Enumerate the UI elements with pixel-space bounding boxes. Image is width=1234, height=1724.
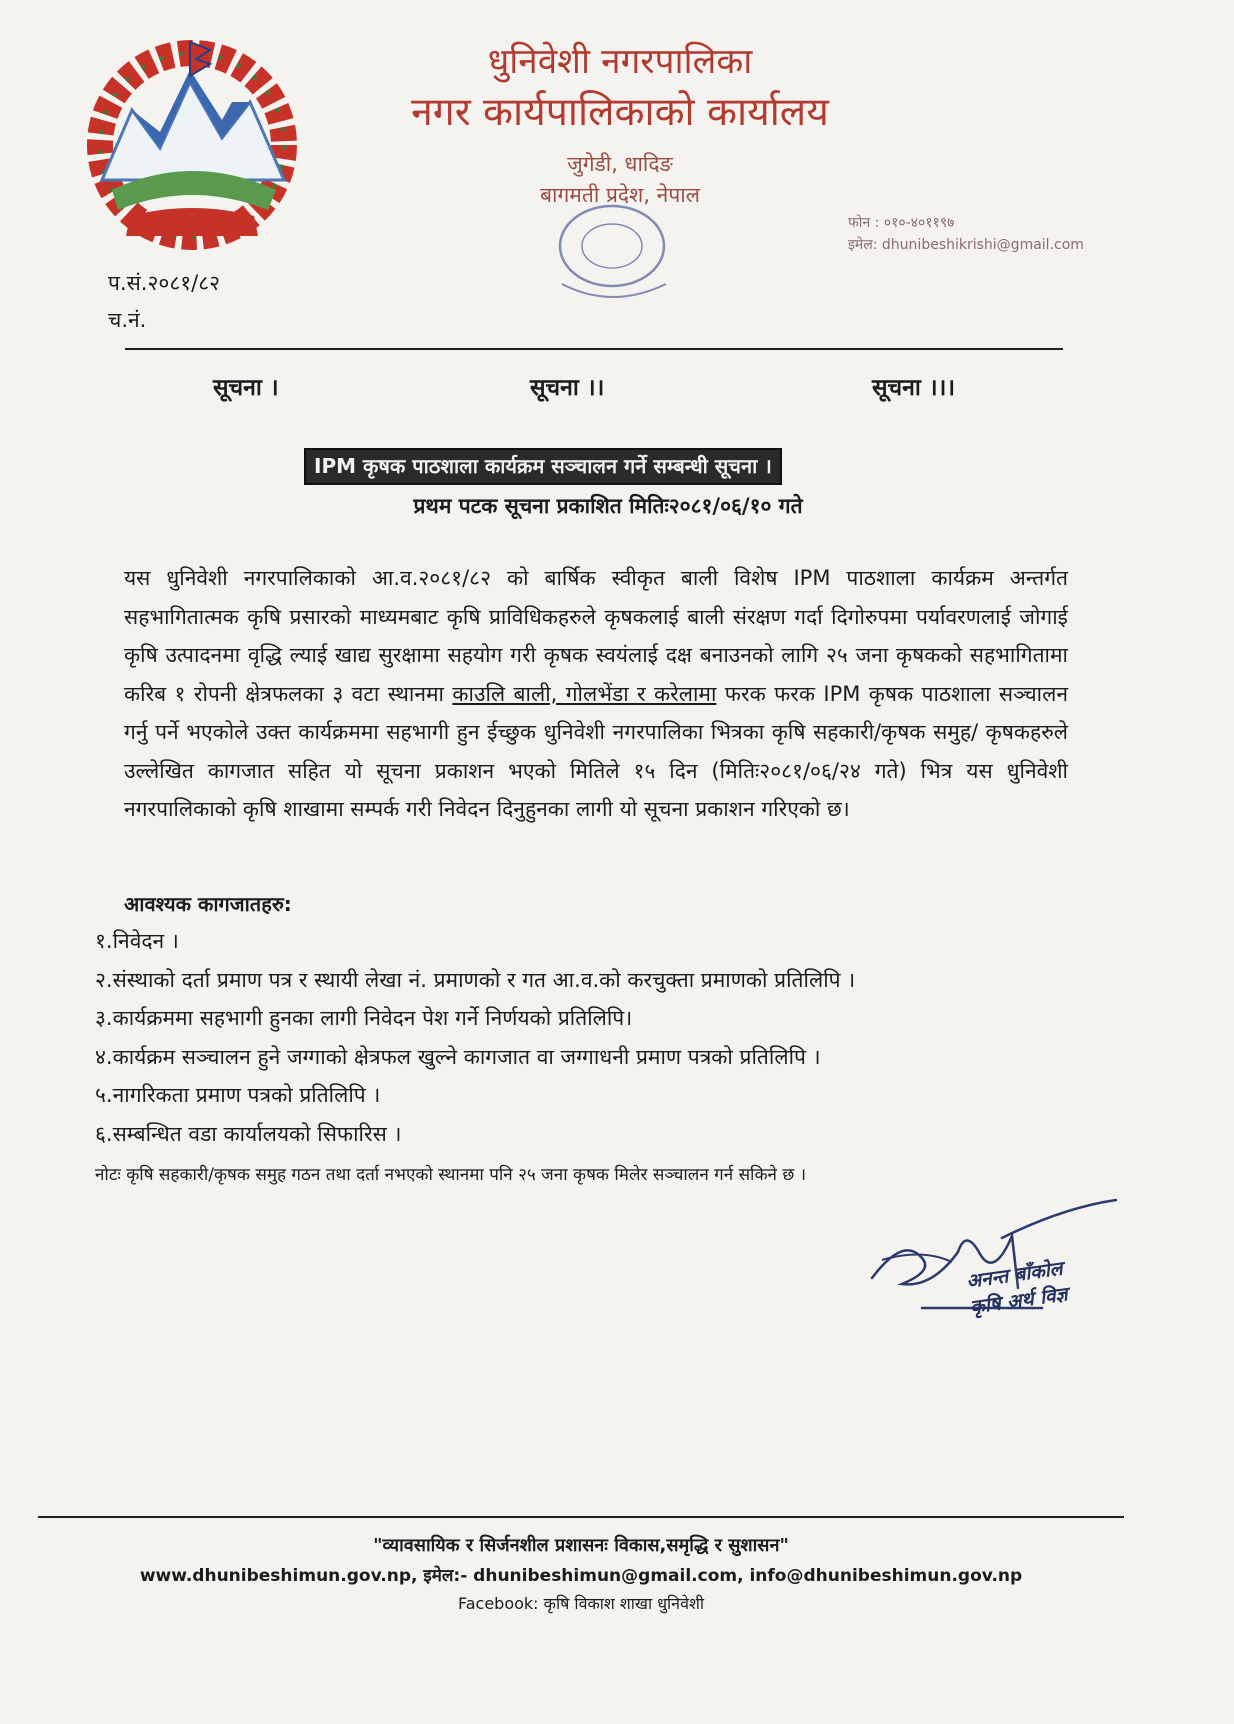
reference-block bbox=[108, 265, 220, 339]
body-text-part-2: फरक फरक IPM कृषक पाठशाला सञ्चालन गर्नु पर्ने भएकोले उक्त कार्यक्रममा सहभागी हुन ईच्छुक धुनिवेशी नगरपालिका भित्रका कृषि सहकारी/कृषक समुह/ कृषकहरुले उल्लेखित कागजात सहित यो सूचना प्रकाशन भएको मितिले १५ दिन (मितिः२०८१/०६/२४ गते) भित्र यस धुनिवेशी नगरपालिकाको कृषि शाखामा सम्पर्क गरी निवेदन दिनुहुनका लागी यो सूचना प्रकाशन गरिएको छ। bbox=[124, 681, 1068, 821]
note-text: नोटः कृषि सहकारी/कृषक समुह गठन तथा दर्ता नभएको स्थानमा पनि २५ जना कृषक मिलेर सञ्चालन गर्न सकिने छ । bbox=[95, 1165, 807, 1185]
footer-web-contacts: www.dhunibeshimun.gov.np, इमेल:- dhunibeshimun@gmail.com, info@dhunibeshimun.gov.np bbox=[139, 1566, 1023, 1586]
notice-word-2: सूचना ।। bbox=[530, 375, 605, 401]
footer-facebook: Facebook: कृषि विकाश शाखा धुनिवेशी bbox=[458, 1594, 704, 1613]
document-item: ५.नागरिकता प्रमाण पत्रको प्रतिलिपि । bbox=[95, 1083, 381, 1107]
office-address-province: बागमती प्रदेश, नेपाल bbox=[540, 183, 700, 207]
header-divider bbox=[125, 348, 1063, 350]
footer-slogan: "व्यावसायिक र सिर्जनशील प्रशासनः विकास,समृद्धि र सुशासन" bbox=[373, 1535, 789, 1556]
required-documents-list bbox=[95, 922, 855, 1153]
notice-word-1: सूचना । bbox=[213, 375, 279, 401]
document-item: २.संस्थाको दर्ता प्रमाण पत्र र स्थायी लेखा नं. प्रमाणको र गत आ.व.को करचुक्ता प्रमाणको प्रतिलिपि । bbox=[95, 967, 856, 992]
dispatch-number: च.नं. bbox=[108, 308, 147, 332]
email-line bbox=[848, 234, 1084, 256]
crop-names-underlined: काउलि बाली, गोलभेंडा र करेलामा bbox=[452, 681, 717, 706]
footer-divider bbox=[38, 1516, 1124, 1518]
document-item: ३.कार्यक्रममा सहभागी हुनका लागी निवेदन पेश गर्ने निर्णयको प्रतिलिपि। bbox=[95, 1006, 633, 1030]
footer bbox=[38, 1530, 1124, 1618]
letter-number: प.सं.२०८१/८२ bbox=[108, 271, 221, 295]
municipality-name: धुनिवेशी नगरपालिका bbox=[487, 42, 753, 82]
nepal-government-emblem-icon bbox=[72, 40, 312, 250]
email-label: इमेल: bbox=[848, 237, 878, 253]
contact-info bbox=[848, 212, 1084, 256]
body-text-part-1: यस धुनिवेशी नगरपालिकाको आ.व.२०८१/८२ को बार्षिक स्वीकृत बाली विशेष IPM पाठशाला कार्यक्रम अन्तर्गत सहभागितात्मक कृषि प्रसारको माध्यमबाट कृषि प्राविधिकहरुले कृषकलाई बाली संरक्षण गर्दा दिगोरुपमा पर्यावरणलाई जोगाई कृषि उत्पादनमा वृद्धि ल्याई खाद्य सुरक्षामा सहयोग गरी कृषक स्वयंलाई दक्ष बनाउनको लागि २५ जना कृषकको सहभागितामा करिब १ रोपनी क्षेत्रफलका ३ वटा स्थानमा bbox=[124, 566, 1068, 706]
document-item: ४.कार्यक्रम सञ्चालन हुने जग्गाको क्षेत्रफल खुल्ने कागजात वा जग्गाधनी प्रमाण पत्रको प्रतिलिपि । bbox=[95, 1044, 821, 1069]
office-address-ward: जुगेडी, धादिङ bbox=[567, 152, 673, 176]
letterhead bbox=[380, 38, 860, 210]
document-item: १.निवेदन । bbox=[95, 929, 179, 953]
phone-label: फोन : bbox=[848, 215, 880, 231]
signatory-designation: कृषि अर्थ विज्ञ bbox=[968, 1283, 1069, 1319]
phone-number: ०१०-४०११९७ bbox=[883, 215, 955, 231]
signatory-name: अनन्त बाँकोल bbox=[965, 1257, 1064, 1293]
office-name: नगर कार्यपालिकाको कार्यालय bbox=[411, 90, 829, 135]
phone-line bbox=[848, 212, 1084, 234]
office-stamp-icon bbox=[538, 192, 686, 312]
email-address: dhunibeshikrishi@gmail.com bbox=[881, 237, 1084, 253]
notice-word-3: सूचना ।।। bbox=[872, 375, 956, 401]
notice-subject: IPM कृषक पाठशाला कार्यक्रम सञ्चालन गर्ने सम्बन्धी सूचना । bbox=[304, 448, 782, 485]
required-documents-heading: आवश्यक कागजातहरु: bbox=[124, 892, 292, 916]
notice-body bbox=[124, 559, 1068, 829]
first-publication-date: प्रथम पटक सूचना प्रकाशित मितिः२०८१/०६/१० गते bbox=[413, 494, 803, 518]
document-item: ६.सम्बन्धित वडा कार्यालयको सिफारिस । bbox=[95, 1121, 402, 1146]
